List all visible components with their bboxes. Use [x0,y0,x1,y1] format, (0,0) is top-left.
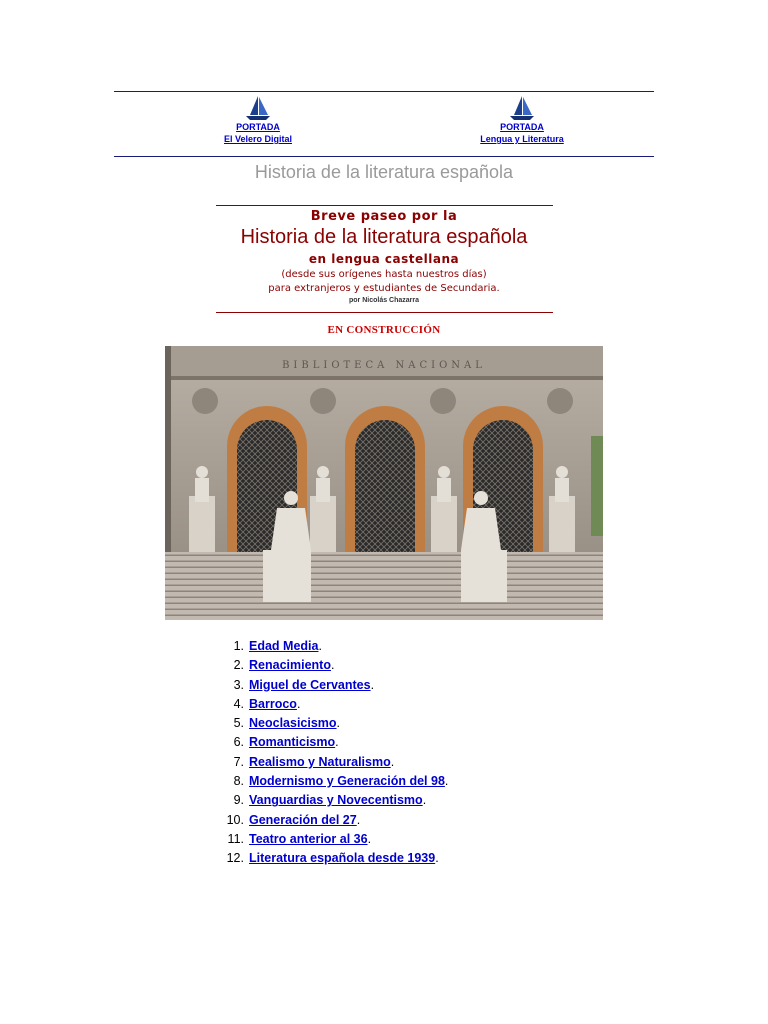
description-line-1: (desde sus orígenes hasta nuestros días) [281,269,487,280]
toc-number: 11. [227,831,244,846]
toc-item: 10. Generación del 27. [218,811,448,830]
page-title: Historia de la literatura española [254,162,514,182]
toc-link-barroco[interactable]: Barroco [249,696,297,711]
toc-link-generacion-27[interactable]: Generación del 27 [249,812,357,827]
header-description [200,268,568,296]
nav-divider [114,156,654,157]
author-credit: por Nicolás Chazarra [348,297,420,304]
toc-item: 6. Romanticismo. [218,733,448,752]
toc-link-romanticismo[interactable]: Romanticismo [249,735,336,750]
top-divider [114,91,654,92]
nav-link-lengua-literatura[interactable]: Lengua y Literatura [480,134,564,144]
toc-link-modernismo[interactable]: Modernismo y Generación del 98 [249,774,445,789]
toc-number: 3. [233,677,244,692]
toc-link-edad-media[interactable]: Edad Media [249,639,319,653]
status-under-construction: EN CONSTRUCCIÓN [327,324,441,336]
toc-number: 6. [233,735,244,750]
toc-link-teatro-36[interactable]: Teatro anterior al 36 [249,831,368,846]
toc-link-vanguardias[interactable]: Vanguardias y Novecentismo [249,793,423,808]
toc-number: 7. [233,754,244,769]
toc-item: 3. Miguel de Cervantes. [218,676,448,695]
toc-item: 8. Modernismo y Generación del 98. [218,772,448,791]
nav-portada-velero[interactable] [188,95,328,145]
sailboat-icon [244,95,272,121]
toc-number: 5. [233,716,244,731]
toc-link-renacimiento[interactable]: Renacimiento [249,658,331,673]
nav-link-portada[interactable]: PORTADA [500,122,544,132]
toc-link-neoclasicismo[interactable]: Neoclasicismo [249,716,337,731]
toc-item: 12. Literatura española desde 1939. [218,849,448,868]
header-top-rule [216,205,553,206]
sailboat-icon [508,95,536,121]
toc-item: 1. Edad Media. [218,637,448,656]
nav-portada-lengua[interactable] [452,95,592,145]
toc-item: 11. Teatro anterior al 36. [218,830,448,849]
toc-number: 4. [233,696,244,711]
toc-item: 4. Barroco. [218,695,448,714]
inscription: BIBLIOTECA NACIONAL [282,360,486,371]
header-subtitle: en lengua castellana [308,252,460,266]
toc-item: 2. Renacimiento. [218,656,448,675]
header-bottom-rule [216,312,553,313]
toc-link-literatura-1939[interactable]: Literatura española desde 1939 [249,851,436,866]
toc-item: 9. Vanguardias y Novecentismo. [218,791,448,810]
toc-number: 1. [233,639,244,653]
toc-number: 9. [233,793,244,808]
description-line-2: para extranjeros y estudiantes de Secundaria. [268,283,500,294]
toc-number: 2. [233,658,244,673]
toc-number: 12. [226,851,244,866]
toc-number: 10. [226,812,244,827]
biblioteca-nacional-photo [165,346,603,620]
nav-link-portada[interactable]: PORTADA [236,122,280,132]
header-title: Historia de la literatura española [240,226,528,248]
toc-link-cervantes[interactable]: Miguel de Cervantes [249,677,371,692]
toc-link-realismo[interactable]: Realismo y Naturalismo [249,754,391,769]
toc-item: 7. Realismo y Naturalismo. [218,753,448,772]
toc-item: 5. Neoclasicismo. [218,714,448,733]
toc-number: 8. [233,774,244,789]
header-intro: Breve paseo por la [310,209,458,224]
table-of-contents [218,637,448,869]
nav-link-velero-digital[interactable]: El Velero Digital [223,134,293,144]
